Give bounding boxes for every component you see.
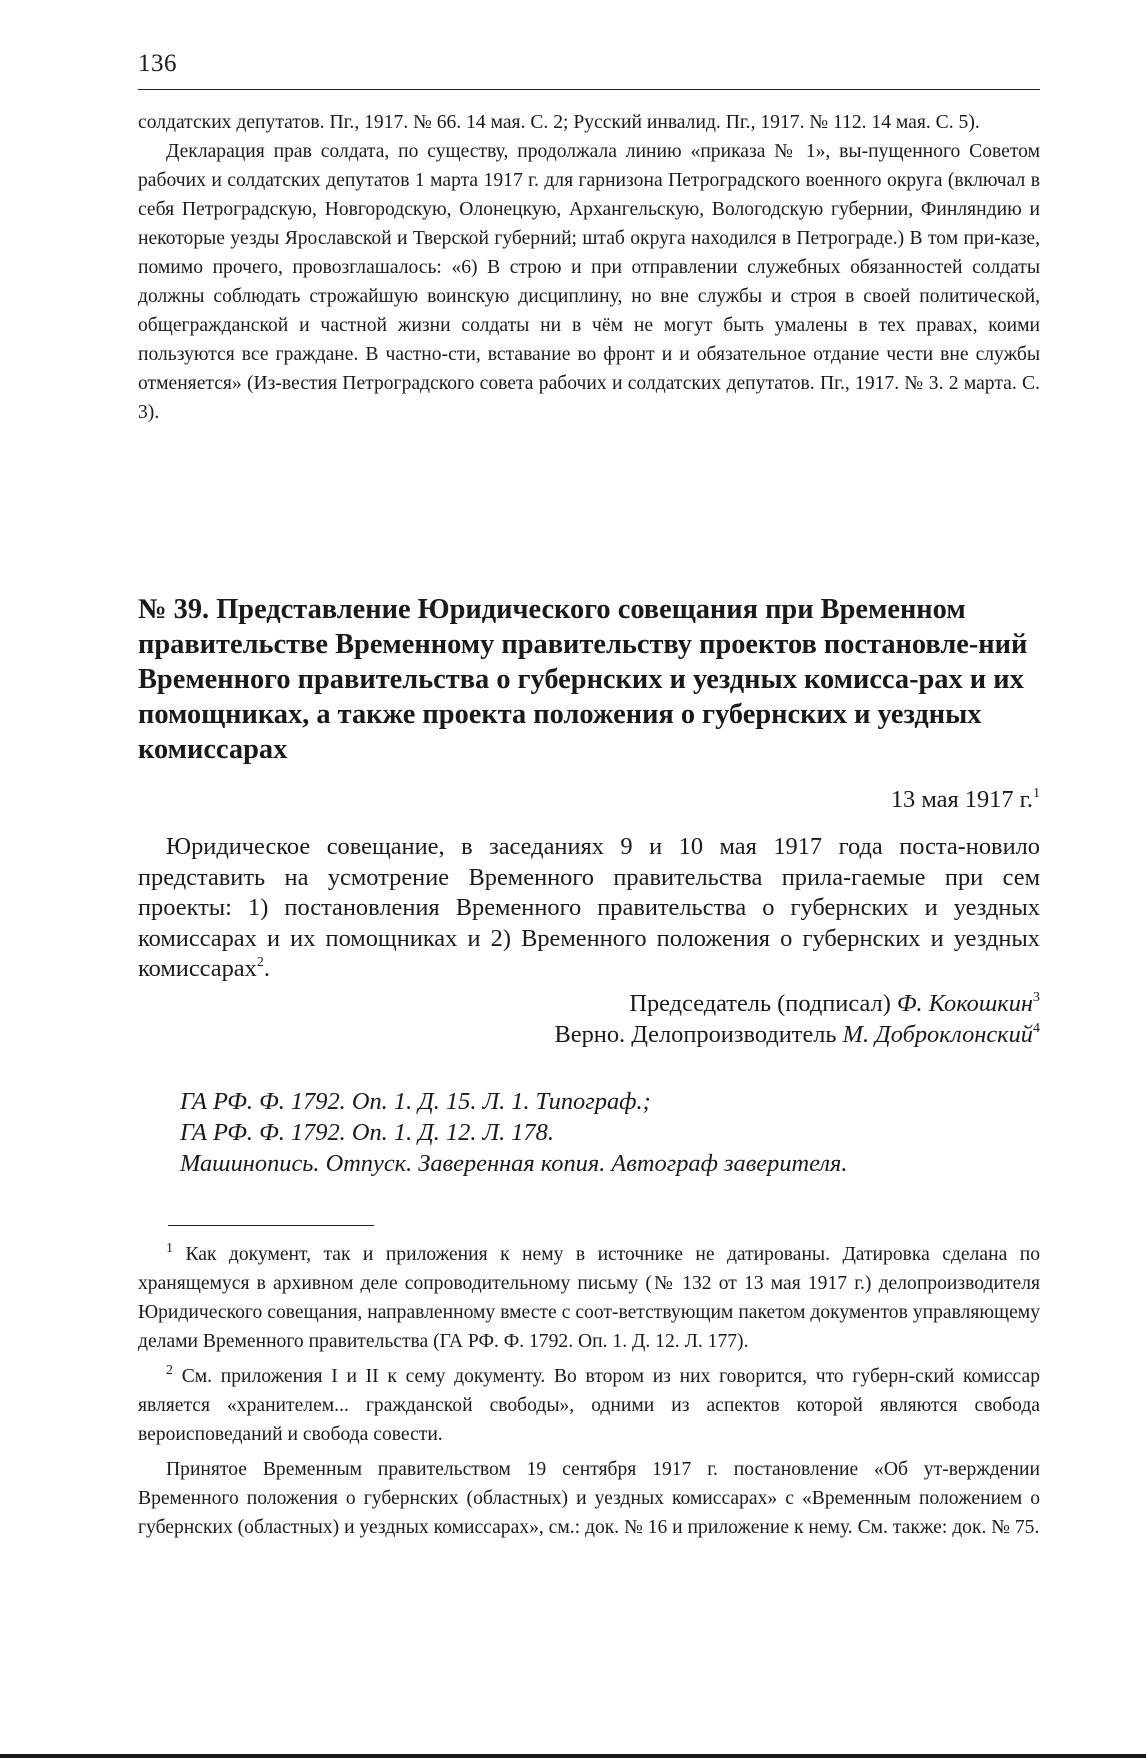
- archive-line: ГА РФ. Ф. 1792. Оп. 1. Д. 12. Л. 178.: [180, 1119, 554, 1146]
- document-body-text: Юридическое совещание, в заседаниях 9 и 10 мая 1917 года поста-новило представить на усмотрение Временного правительства прила-гаемые при сем проекты: 1) постановления Временного правительства о губернских и уездных комиссарах и их помощниках и 2) Временного положения о губернских и уездных комиссарах: [138, 833, 1040, 982]
- scan-bottom-edge: [0, 1754, 1146, 1758]
- date-footnote-ref: 1: [1033, 786, 1040, 801]
- archive-line: Машинопись. Отпуск. Заверенная копия. Автограф заверителя.: [180, 1150, 848, 1177]
- document-date-text: 13 мая 1917 г.: [890, 786, 1033, 813]
- footnote-2: [138, 1362, 1040, 1449]
- header-rule: [138, 89, 1040, 90]
- footnotes: [138, 1240, 1040, 1542]
- page-number: 136: [138, 50, 177, 77]
- footnote-2-mark: 2: [166, 1363, 173, 1378]
- footnote-separator: [168, 1225, 374, 1226]
- signature-clerk-prefix: Верно. Делопроизводитель: [554, 1021, 843, 1048]
- signature-chairman-ref: 3: [1033, 990, 1040, 1005]
- document-body-end: .: [263, 955, 270, 982]
- footnote-2-text: См. приложения I и II к сему документу. Во втором из них говорится, что губерн-ский комиссар является «хранителем... гражданской свободы», одними из аспектов которой являются свобода вероисповеданий и свобода совести.: [138, 1366, 1040, 1445]
- signature-clerk: [554, 1019, 1040, 1050]
- signature-clerk-name: М. Доброклонский: [842, 1021, 1033, 1048]
- signature-chairman-name: Ф. Кокошкин: [896, 990, 1033, 1017]
- body-footnote-ref: 2: [256, 955, 264, 970]
- footnote-1-text: Как документ, так и приложения к нему в источнике не датированы. Датировка сделана по хранящемуся в архивном деле сопроводительному письму (№ 132 от 13 мая 1917 г.) делопроизводителя Юридического совещания, направленному вместе с соот-ветствующим пакетом документов управляющему делами Временного правительства (ГА РФ. Ф. 1792. Оп. 1. Д. 12. Л. 177).: [138, 1244, 1040, 1352]
- footnote-2-continuation: Принятое Временным правительством 19 сентября 1917 г. постановление «Об ут-верждении Временного положения о губернских (областных) и уездных комиссарах» с «Временным положением о губернских (областных) и уездных комиссарах», см.: док. № 16 и приложение к нему. См. также: док. № 75.: [138, 1459, 1040, 1538]
- document-title: № 39. Представление Юридического совещания при Временном правительстве Временному правительству проектов постановле-ний Временного правительства о губернских и уездных комисса-рах и их помощниках, а также проекта положения о губернских и уездных комиссарах: [138, 594, 1028, 765]
- signature-clerk-ref: 4: [1033, 1021, 1040, 1036]
- document-date: [891, 786, 1040, 814]
- footnote-1: [138, 1240, 1040, 1356]
- footnote-1-mark: 1: [166, 1241, 173, 1256]
- preceding-footnote-block: [138, 108, 1040, 427]
- document-body: [138, 832, 1040, 985]
- footnote-continuation-top: солдатских депутатов. Пг., 1917. № 66. 14 мая. С. 2; Русский инвалид. Пг., 1917. № 112. 14 мая. С. 5).: [138, 112, 980, 133]
- signatures: [554, 988, 1040, 1050]
- signature-chairman: [554, 988, 1040, 1019]
- archive-references: [180, 1086, 847, 1179]
- archive-line: ГА РФ. Ф. 1792. Оп. 1. Д. 15. Л. 1. Типограф.;: [180, 1088, 651, 1115]
- footnote-paragraph-declaration: Декларация прав солдата, по существу, продолжала линию «приказа № 1», вы-пущенного Советом рабочих и солдатских депутатов 1 марта 1917 г. для гарнизона Петроградского военного округа (включал в себя Петроградскую, Новгородскую, Олонецкую, Архангельскую, Вологодскую губернии, Финляндию и некоторые уезды Ярославской и Тверской губерний; штаб округа находился в Петрограде.) В том при-казе, помимо прочего, провозглашалось: «6) В строю и при отправлении служебных обязанностей солдаты должны соблюдать строжайшую воинскую дисциплину, но вне службы и строя в своей политической, общегражданской и частной жизни солдаты ни в чём не могут быть умалены в тех правах, коими пользуются все граждане. В частно-сти, вставание во фронт и и обязательное отдание чести вне службы отменяется» (Из-вестия Петроградского совета рабочих и солдатских депутатов. Пг., 1917. № 3. 2 марта. С. 3).: [138, 141, 1040, 423]
- signature-chairman-prefix: Председатель (подписал): [629, 990, 897, 1017]
